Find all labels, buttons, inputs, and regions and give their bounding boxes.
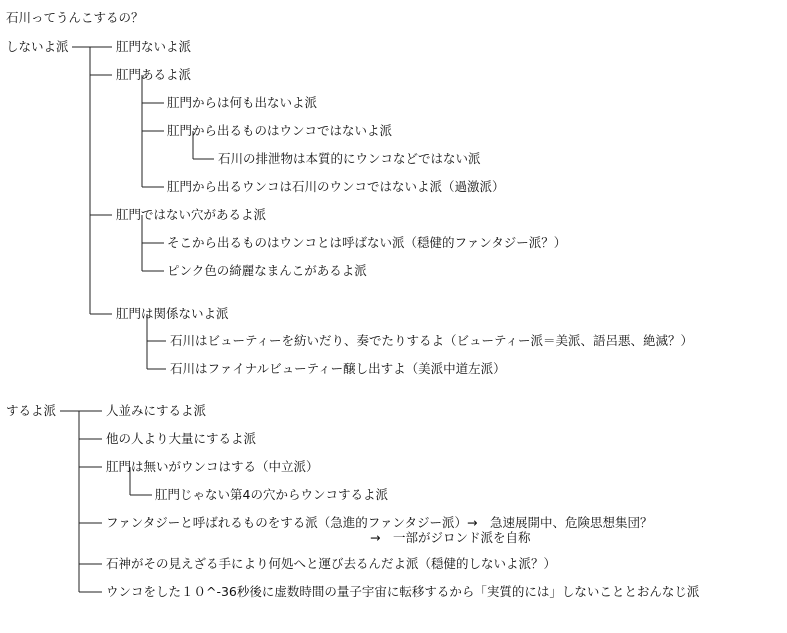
yes-branch-root: するよ派 [6, 403, 57, 418]
node-moderate-fantasy: そこから出るものはウンコとは呼ばない派（穏健的ファンタジー派？） [167, 235, 567, 250]
node-other-hole: 肛門ではない穴があるよ派 [116, 207, 267, 222]
node-fantasy: ファンタジーと呼ばれるものをする派（急進的ファンタジー派）→ 急速展開中、危険思想集団？ [106, 515, 653, 530]
node-pink: ピンク色の綺麗なまんこがあるよ派 [167, 263, 367, 278]
node-radical: 肛門から出るウンコは石川のウンコではないよ派（過激派） [167, 179, 505, 194]
node-output-not-poop: 肛門から出るものはウンコではないよ派 [167, 123, 393, 138]
node-anus-irrelevant: 肛門は関係ないよ派 [116, 306, 229, 321]
node-quantum: ウンコをした１０^-36秒後に虚数時間の量子宇宙に転移するから「実質的には」しないこととおんなじ派 [106, 584, 700, 599]
node-invisible-hand: 石神がその見えざる手により何処へと運び去るんだよ派（穏健的しないよ派？） [106, 556, 557, 571]
node-essentially-not-poop: 石川の排泄物は本質的にウンコなどではない派 [218, 151, 481, 166]
node-fourth-hole: 肛門じゃない第4の穴からウンコするよ派 [155, 487, 388, 502]
node-beauty: 石川はビューティーを紡いだり、奏でたりするよ（ビューティー派＝美派、語呂悪、絶滅？） [170, 333, 694, 348]
node-final-beauty: 石川はファイナルビューティー醸し出すよ（美派中道左派） [170, 361, 506, 376]
node-large-amount: 他の人より大量にするよ派 [106, 431, 257, 446]
node-neutral: 肛門は無いがウンコはする（中立派） [106, 459, 319, 474]
node-nothing-comes-out: 肛門からは何も出ないよ派 [167, 95, 318, 110]
node-girondin: → 一部がジロンド派を自称 [370, 530, 531, 545]
no-branch-root: しないよ派 [6, 39, 69, 54]
node-no-anus: 肛門ないよ派 [116, 39, 192, 54]
diagram-title: 石川ってうんこするの？ [6, 10, 144, 25]
node-has-anus: 肛門あるよ派 [116, 67, 192, 82]
node-normal-amount: 人並みにするよ派 [106, 403, 207, 418]
